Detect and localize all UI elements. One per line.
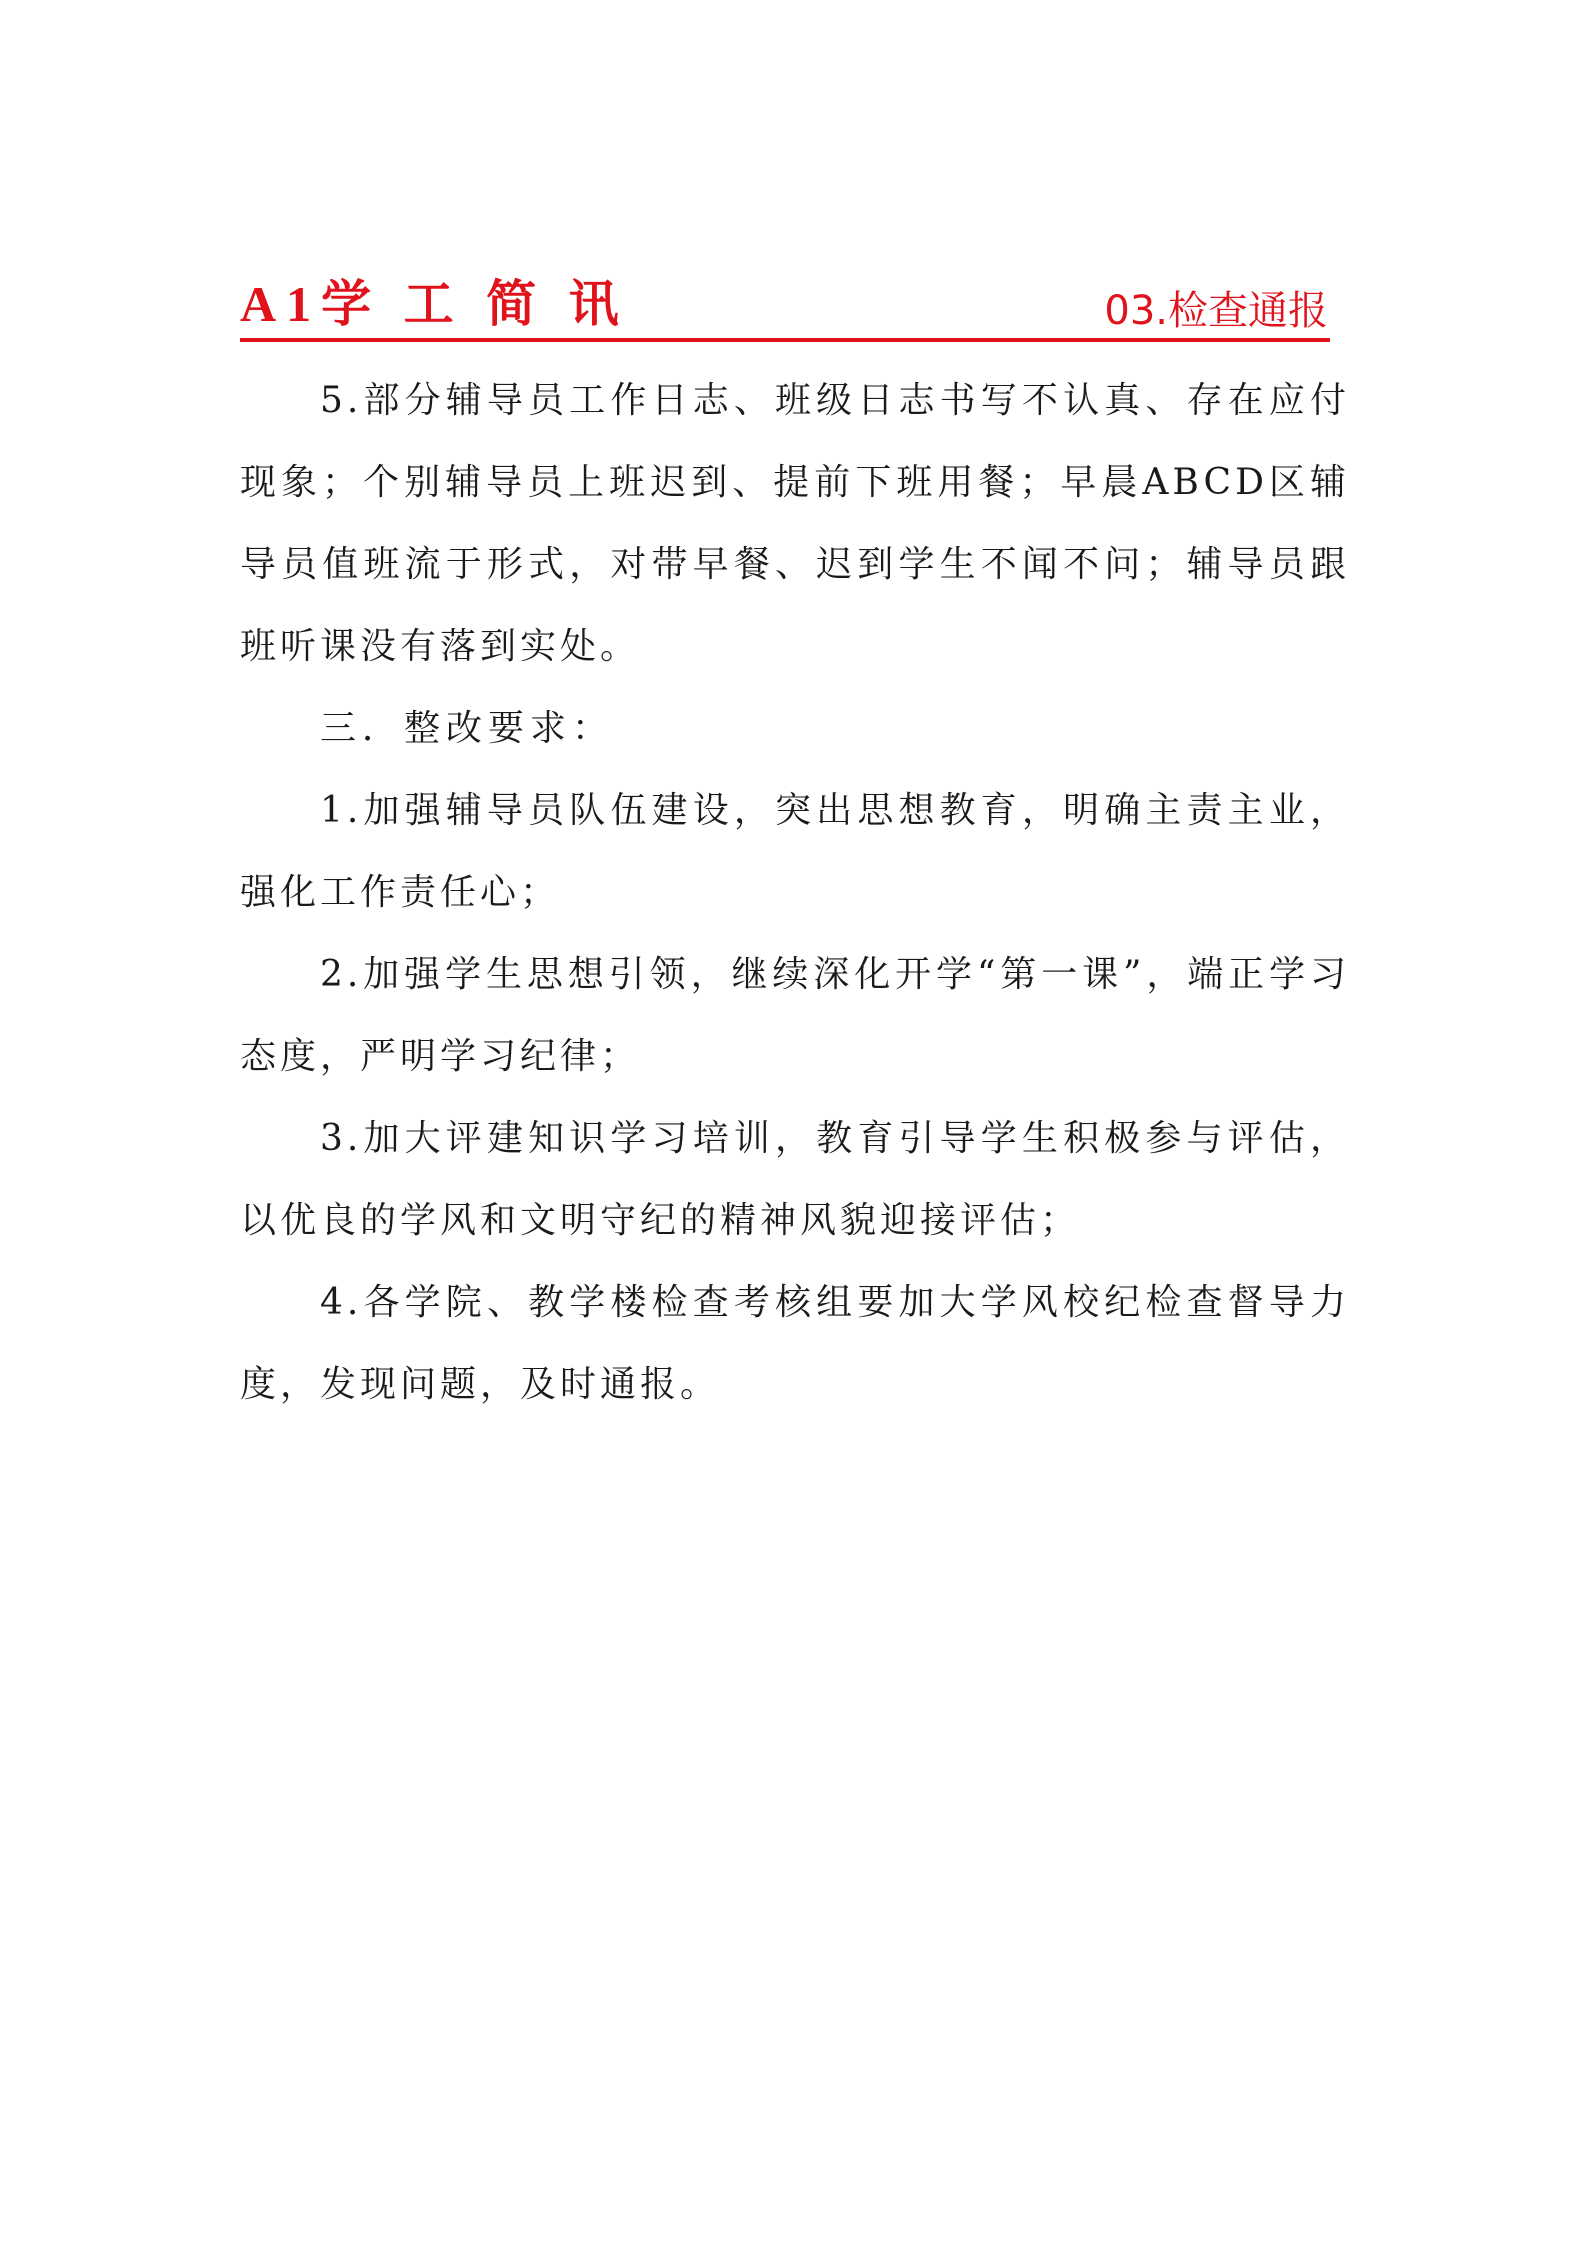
newsletter-header bbox=[240, 278, 1330, 342]
header-divider bbox=[240, 338, 1330, 342]
paragraph-requirement-2: 2.加强学生思想引领，继续深化开学“第一课”，端正学习态度，严明学习纪律； bbox=[240, 954, 1350, 1077]
document-body bbox=[240, 360, 1350, 1426]
paragraph-requirement-1: 1.加强辅导员队伍建设，突出思想教育，明确主责主业，强化工作责任心； bbox=[240, 790, 1350, 913]
paragraph-issue-5: 5.部分辅导员工作日志、班级日志书写不认真、存在应付现象；个别辅导员上班迟到、提前下班用餐；早晨ABCD区辅导员值班流于形式，对带早餐、迟到学生不闻不问；辅导员跟班听课没有落到实处。 bbox=[240, 380, 1350, 667]
section-heading-rectification: 三．整改要求： bbox=[320, 708, 615, 749]
paragraph-requirement-4: 4.各学院、教学楼检查考核组要加大学风校纪检查督导力度，发现问题，及时通报。 bbox=[240, 1282, 1350, 1405]
section-title: 03.检查通报 bbox=[1104, 288, 1328, 334]
newsletter-title: A1学 工 简 讯 bbox=[240, 276, 629, 332]
paragraph-requirement-3: 3.加大评建知识学习培训，教育引导学生积极参与评估，以优良的学风和文明守纪的精神风貌迎接评估； bbox=[240, 1118, 1350, 1241]
